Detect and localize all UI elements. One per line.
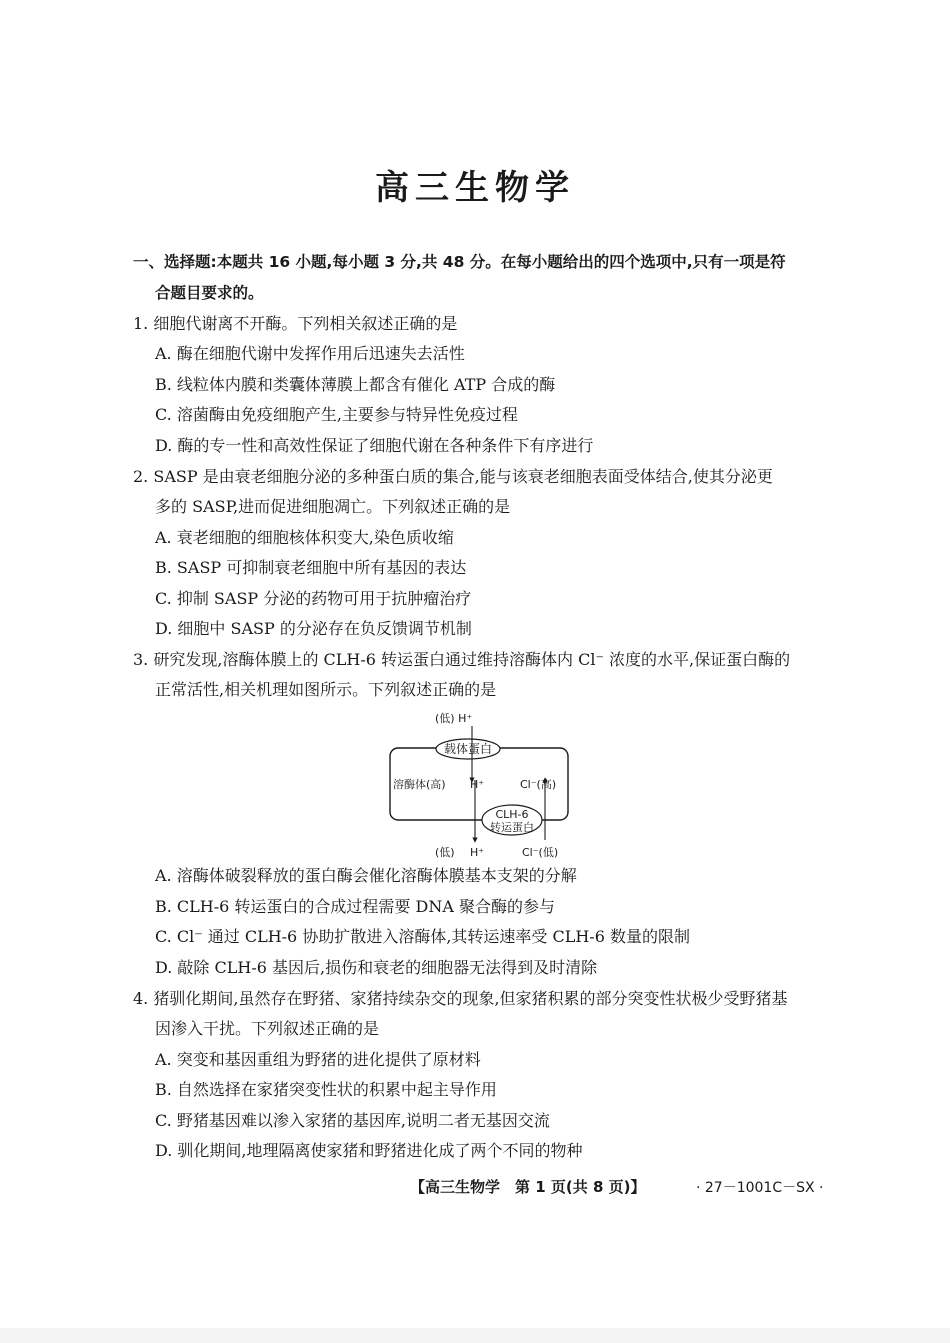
bottom-low-label: (低) [435,846,455,859]
question-1-option-c: C. 溶菌酶由免疫细胞产生,主要参与特异性免疫过程 [155,405,518,424]
question-4-option-b: B. 自然选择在家猪突变性状的积累中起主导作用 [155,1080,497,1099]
question-3-option-b: B. CLH-6 转运蛋白的合成过程需要 DNA 聚合酶的参与 [155,897,555,916]
question-3-option-a: A. 溶酶体破裂释放的蛋白酶会催化溶酶体膜基本支架的分解 [155,866,577,885]
bottom-h-label: H⁺ [470,846,485,859]
question-2-option-d: D. 细胞中 SASP 的分泌存在负反馈调节机制 [155,619,472,638]
clh6-label-1: CLH-6 [495,808,529,821]
question-1-option-d: D. 酶的专一性和高效性保证了细胞代谢在各种条件下有序进行 [155,436,594,455]
question-4-stem: 4. 猪驯化期间,虽然存在野猪、家猪持续杂交的现象,但家猪积累的部分突变性状极少受野猪基 [133,989,788,1008]
page-footer: 【高三生物学 第 1 页(共 8 页)】 [410,1178,646,1196]
scan-bottom-edge [0,1328,950,1343]
question-3-stem-cont: 正常活性,相关机理如图所示。下列叙述正确的是 [155,680,497,699]
question-2-option-b: B. SASP 可抑制衰老细胞中所有基因的表达 [155,558,467,577]
question-3-option-d: D. 敲除 CLH-6 基因后,损伤和衰老的细胞器无法得到及时清除 [155,958,598,977]
question-2-stem: 2. SASP 是由衰老细胞分泌的多种蛋白质的集合,能与该衰老细胞表面受体结合,使其分泌更 [133,467,773,486]
question-2-stem-cont: 多的 SASP,进而促进细胞凋亡。下列叙述正确的是 [155,497,511,516]
lysosome-label: 溶酶体(高) [393,778,446,791]
clh6-label-2: 转运蛋白 [490,821,534,834]
bottom-cl-label: Cl⁻(低) [522,846,559,859]
question-4-option-d: D. 驯化期间,地理隔离使家猪和野猪进化成了两个不同的物种 [155,1141,583,1160]
exam-code: · 27－1001C－SX · [696,1180,824,1196]
question-3-option-c: C. Cl⁻ 通过 CLH-6 协助扩散进入溶酶体,其转运速率受 CLH-6 数量的限制 [155,927,690,946]
question-3-stem: 3. 研究发现,溶酶体膜上的 CLH-6 转运蛋白通过维持溶酶体内 Cl⁻ 浓度的水平,保证蛋白酶的 [133,650,791,669]
question-1-option-b: B. 线粒体内膜和类囊体薄膜上都含有催化 ATP 合成的酶 [155,375,556,394]
question-4-option-c: C. 野猪基因难以渗入家猪的基因库,说明二者无基因交流 [155,1111,550,1130]
section-header: 一、选择题:本题共 16 小题,每小题 3 分,共 48 分。在每小题给出的四个选项中,只有一项是符 [133,253,786,271]
page-title: 高三生物学 [375,168,575,208]
question-2-option-c: C. 抑制 SASP 分泌的药物可用于抗肿瘤治疗 [155,589,472,608]
h-inside-label: H⁺ [470,778,485,791]
top-h-label: (低) H⁺ [435,712,473,725]
question-4-stem-cont: 因渗入干扰。下列叙述正确的是 [155,1019,380,1038]
question-1-stem: 1. 细胞代谢离不开酶。下列相关叙述正确的是 [133,314,458,333]
section-header-cont: 合题目要求的。 [155,284,264,302]
question-4-option-a: A. 突变和基因重组为野猪的进化提供了原材料 [155,1050,481,1069]
cl-inside-label: Cl⁻(高) [520,778,557,791]
question-1-option-a: A. 酶在细胞代谢中发挥作用后迅速失去活性 [155,344,465,363]
question-2-option-a: A. 衰老细胞的细胞核体积变大,染色质收缩 [155,528,454,547]
lysosome-transport-diagram [380,708,580,863]
carrier-protein-label: 载体蛋白 [443,742,493,756]
